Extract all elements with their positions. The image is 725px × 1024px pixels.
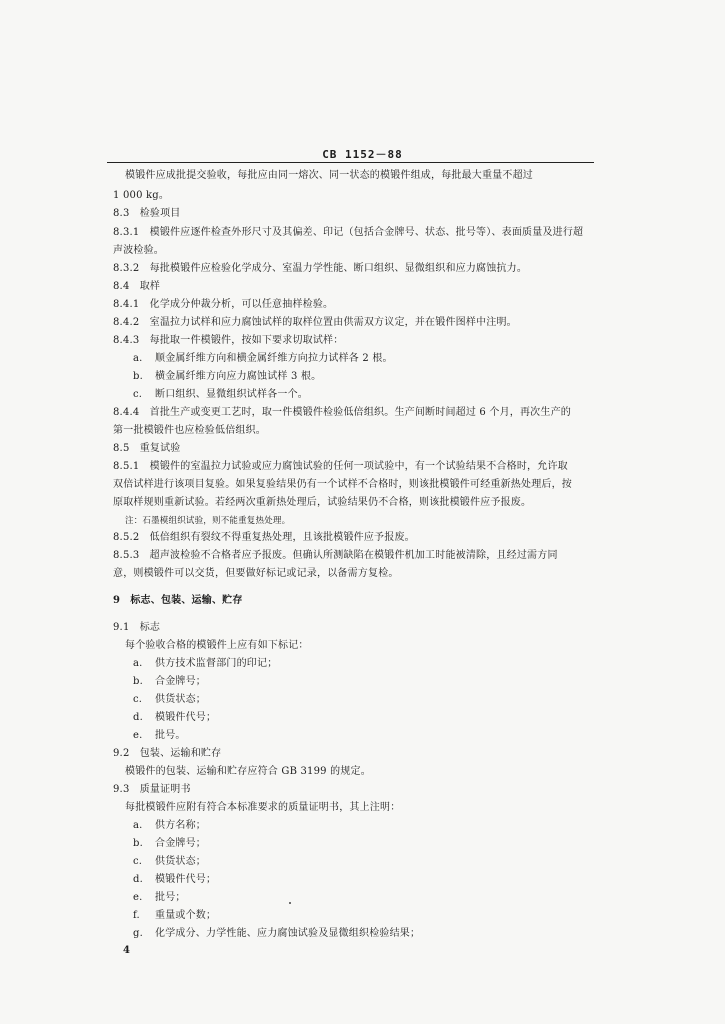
paragraph-line: 第一批模锻件也应检验低倍组织。 [113,425,266,436]
clause-8-4-4: 8.4.4 首批生产或变更工艺时，取一件模锻件检验低倍组织。生产间断时间超过 6 个月，再次生产的 [113,407,571,418]
clause-8-3-1: 8.3.1 模锻件应逐件检查外形尺寸及其偏差、印记（包括合金牌号、状态、批号等）、表面质量及进行超 [113,227,584,238]
header-rule [107,162,594,163]
section-heading-9-1: 9.1 标志 [113,622,161,633]
section-heading-9-3: 9.3 质量证明书 [113,784,191,795]
paragraph-line: 意，则模锻件可以交货，但要做好标记或记录，以备需方复检。 [113,568,399,579]
paragraph-line: 模锻件的包装、运输和贮存应符合 GB 3199 的规定。 [125,766,371,777]
page-number: 4 [123,945,130,956]
list-item: c. 供货状态； [133,694,206,705]
list-item: d. 模锻件代号； [133,874,217,885]
list-item: e. 批号。 [133,730,186,741]
list-item: b. 合金牌号； [133,838,206,849]
paragraph-line: 每批模锻件应附有符合本标准要求的质量证明书，其上注明： [125,802,401,813]
paragraph-line: 原取样规则重新试验。若经两次重新热处理后，试验结果仍不合格，则该批模锻件应予报废。 [113,497,532,508]
section-heading-9-2: 9.2 包装、运输和贮存 [113,748,222,759]
clause-8-5-3: 8.5.3 超声波检验不合格者应予报废。但确认所测缺陷在模锻件机加工时能被清除，且经过需方同 [113,550,558,561]
clause-8-4-1: 8.4.1 化学成分仲裁分析，可以任意抽样检验。 [113,299,334,310]
note-line: 注：石墨模组织试验，则不能重复热处理。 [125,516,291,526]
section-heading-8-3: 8.3 检验项目 [113,208,181,219]
clause-8-4-3: 8.4.3 每批取一件模锻件，按如下要求切取试样： [113,335,344,346]
list-item: d. 模锻件代号； [133,712,217,723]
paragraph-line: 声波检验。 [113,245,164,256]
clause-8-4-2: 8.4.2 室温拉力试样和应力腐蚀试样的取样位置由供需双方议定，并在锻件图样中注明。 [113,317,517,328]
list-item: a. 顺金属纤维方向和横金属纤维方向拉力试样各 2 根。 [133,353,393,364]
list-item: f. 重量或个数； [133,910,217,921]
clause-8-3-2: 8.3.2 每批模锻件应检验化学成分、室温力学性能、断口组织、显微组织和应力腐蚀抗力。 [113,263,528,274]
list-item: a. 供方技术监督部门的印记； [133,658,278,669]
list-item: g. 化学成分、力学性能、应力腐蚀试验及显微组织检验结果； [133,928,421,939]
clause-8-5-1: 8.5.1 模锻件的室温拉力试验或应力腐蚀试验的任何一项试验中，有一个试验结果不合格时，允许取 [113,461,568,472]
list-item: b. 合金牌号； [133,676,206,687]
list-item: b. 横金属纤维方向应力腐蚀试样 3 根。 [133,371,322,382]
section-heading-8-4: 8.4 取样 [113,281,161,292]
list-item: c. 供货状态； [133,856,206,867]
scan-speck [289,902,291,904]
paragraph-line: 每个验收合格的模锻件上应有如下标记： [125,640,309,651]
paragraph-line: 1 000 kg。 [113,190,170,201]
clause-8-5-2: 8.5.2 低倍组织有裂纹不得重复热处理，且该批模锻件应予报废。 [113,532,415,543]
paragraph-line: 模锻件应成批提交验收，每批应由同一熔次、同一状态的模锻件组成，每批最大重量不超过 [125,170,533,181]
list-item: a. 供方名称； [133,820,206,831]
list-item: e. 批号； [133,892,186,903]
paragraph-line: 双倍试样进行该项目复验。如果复验结果仍有一个试样不合格时，则该批模锻件可经重新热处理后，按 [113,479,572,490]
standard-header: CB 1152－88 [322,148,403,161]
list-item: c. 断口组织、显微组织试样各一个。 [133,389,308,400]
chapter-heading-9: 9 标志、包装、运输、贮存 [113,595,243,606]
section-heading-8-5: 8.5 重复试验 [113,443,181,454]
